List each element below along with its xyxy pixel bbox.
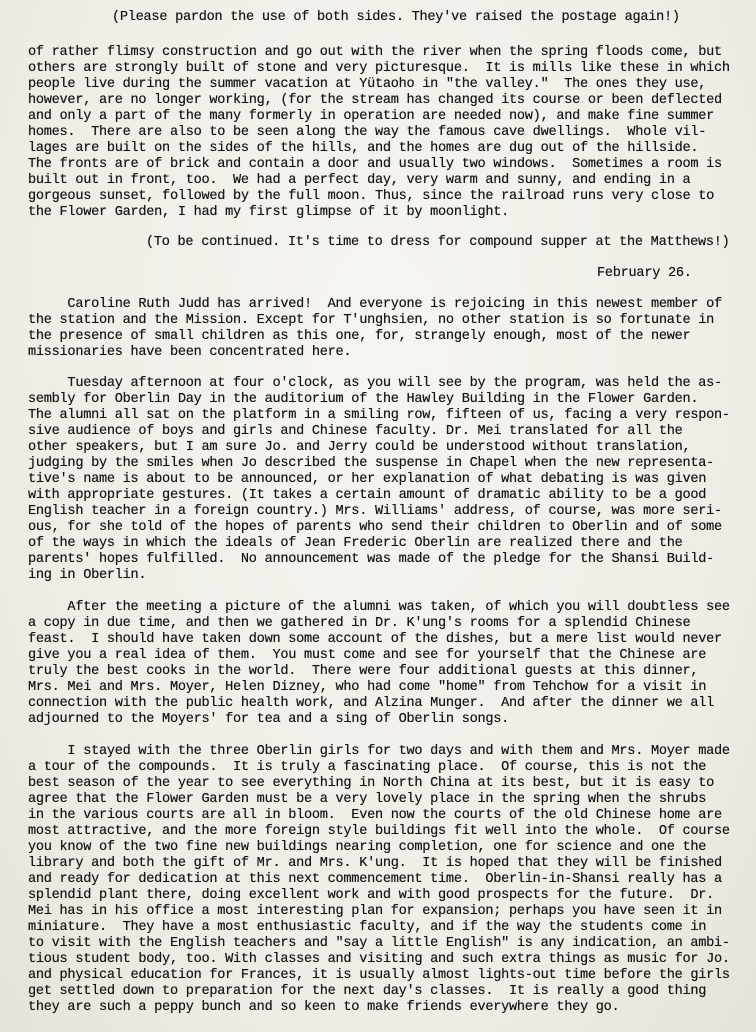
text-line: gorgeous sunset, followed by the full moon. Thus, since the railroad runs very close to bbox=[28, 189, 715, 204]
text-line: in the various courts are all in bloom. Even now the courts of the old Chinese home are bbox=[28, 808, 722, 823]
text-line: adjourned to the Moyers' for tea and a sing of Oberlin songs. bbox=[28, 712, 510, 727]
text-line: connection with the public health work, and Alzina Munger. And after the dinner we all bbox=[28, 696, 715, 711]
text-line: get settled down to preparation for the next day's classes. It is really a good thing bbox=[28, 984, 707, 999]
text-line: The fronts are of brick and contain a door and usually two windows. Sometimes a room is bbox=[28, 157, 722, 172]
text-line: of rather flimsy construction and go out with the river when the spring floods come, but bbox=[28, 45, 722, 60]
text-line: tious student body, too. With classes and visiting and such extra things as music for Jo. bbox=[28, 952, 730, 967]
text-line: give you a real idea of them. You must come and see for yourself that the Chinese are bbox=[28, 648, 707, 663]
text-line: lages are built on the sides of the hills, and the homes are dug out of the hillside. bbox=[28, 141, 699, 156]
text-line: tive's name is about to be announced, or her explanation of what debating is was given bbox=[28, 472, 707, 487]
text-line: a tour of the compounds. It is truly a fascinating place. Of course, this is not the bbox=[28, 760, 707, 775]
text-line: Tuesday afternoon at four o'clock, as you will see by the program, was held the as- bbox=[28, 376, 722, 391]
text-line: English teacher in a foreign country.) Mrs. Williams' address, of course, was more seri- bbox=[28, 504, 722, 519]
text-line: ous, for she told of the hopes of parents who send their children to Oberlin and of some bbox=[28, 520, 722, 535]
text-line: best season of the year to see everything in North China at its best, but it is easy to bbox=[28, 776, 715, 791]
text-line: of the ways in which the ideals of Jean Frederic Oberlin are realized there and the bbox=[28, 536, 683, 551]
text-line: you know of the two fine new buildings nearing completion, one for science and one the bbox=[28, 840, 707, 855]
text-line: to visit with the English teachers and "say a little English" is any indication, an ambi- bbox=[28, 936, 730, 951]
text-line: people live during the summer vacation at Yütaoho in "the valley." The ones they use, bbox=[28, 77, 707, 92]
text-line: they are such a peppy bunch and so keen to make friends everywhere they go. bbox=[28, 1000, 620, 1015]
text-line: with appropriate gestures. (It takes a certain amount of dramatic ability to be a good bbox=[28, 488, 707, 503]
letter-date: February 26. bbox=[597, 266, 692, 281]
text-line: others are strongly built of stone and very picturesque. It is mills like these in which bbox=[28, 61, 730, 76]
text-line: The alumni all sat on the platform in a smiling row, fifteen of us, facing a very respon- bbox=[28, 408, 730, 423]
text-line: splendid plant there, doing excellent work and with good prospects for the future. Dr. bbox=[28, 888, 715, 903]
text-line: After the meeting a picture of the alumni was taken, of which you will doubtless see bbox=[28, 600, 730, 615]
text-line: I stayed with the three Oberlin girls for two days and with them and Mrs. Moyer made bbox=[28, 744, 730, 759]
text-line: and physical education for Frances, it is usually almost lights-out time before the girls bbox=[28, 968, 730, 983]
text-line: parents' hopes fulfilled. No announcement was made of the pledge for the Shansi Build- bbox=[28, 552, 715, 567]
text-line: built out in front, too. We had a perfect day, very warm and sunny, and ending in a bbox=[28, 173, 691, 188]
text-line: other speakers, but I am sure Jo. and Jerry could be understood without translation, bbox=[28, 440, 691, 455]
text-line: Mei has in his office a most interesting plan for expansion; perhaps you have seen it in bbox=[28, 904, 722, 919]
text-line: a copy in due time, and then we gathered in Dr. K'ung's rooms for a splendid Chinese bbox=[28, 616, 691, 631]
text-line: missionaries have been concentrated here. bbox=[28, 345, 352, 360]
text-line: and only a part of the many formerly in operation are needed now), and make fine summer bbox=[28, 109, 715, 124]
text-line: Caroline Ruth Judd has arrived! And everyone is rejoicing in this newest member of bbox=[28, 297, 722, 312]
text-line: ing in Oberlin. bbox=[28, 568, 147, 583]
text-line: sembly for Oberlin Day in the auditorium of the Hawley Building in the Flower Garden. bbox=[28, 392, 699, 407]
text-line: miniature. They have a most enthusiastic faculty, and if the way the students come in bbox=[28, 920, 707, 935]
text-line: the station and the Mission. Except for T'unghsien, no other station is so fortunate in bbox=[28, 313, 715, 328]
text-line: the Flower Garden, I had my first glimpse of it by moonlight. bbox=[28, 205, 510, 220]
text-line: truly the best cooks in the world. There were four additional guests at this dinner, bbox=[28, 664, 699, 679]
text-line: feast. I should have taken down some account of the dishes, but a mere list would never bbox=[28, 632, 722, 647]
text-line: agree that the Flower Garden must be a very lovely place in the spring when the shrubs bbox=[28, 792, 707, 807]
text-line: the presence of small children as this one, for, strangely enough, most of the newer bbox=[28, 329, 691, 344]
text-line: homes. There are also to be seen along the way the famous cave dwellings. Whole vil- bbox=[28, 125, 707, 140]
text-line: judging by the smiles when Jo described the suspense in Chapel when the new representa- bbox=[28, 456, 715, 471]
text-line: sive audience of boys and girls and Chinese faculty. Dr. Mei translated for all the bbox=[28, 424, 683, 439]
to-be-continued-note: (To be continued. It's time to dress for compound supper at the Matthews!) bbox=[146, 235, 730, 250]
text-line: Mrs. Mei and Mrs. Moyer, Helen Dizney, who had come "home" from Tehchow for a visit in bbox=[28, 680, 707, 695]
text-line: library and both the gift of Mr. and Mrs. K'ung. It is hoped that they will be finished bbox=[28, 856, 722, 871]
text-line: most attractive, and the more foreign style buildings fit well into the whole. Of course bbox=[28, 824, 730, 839]
header-note: (Please pardon the use of both sides. They've raised the postage again!) bbox=[112, 10, 680, 25]
text-line: and ready for dedication at this next commencement time. Oberlin-in-Shansi really has a bbox=[28, 872, 722, 887]
text-line: however, are no longer working, (for the stream has changed its course or been deflected bbox=[28, 93, 722, 108]
